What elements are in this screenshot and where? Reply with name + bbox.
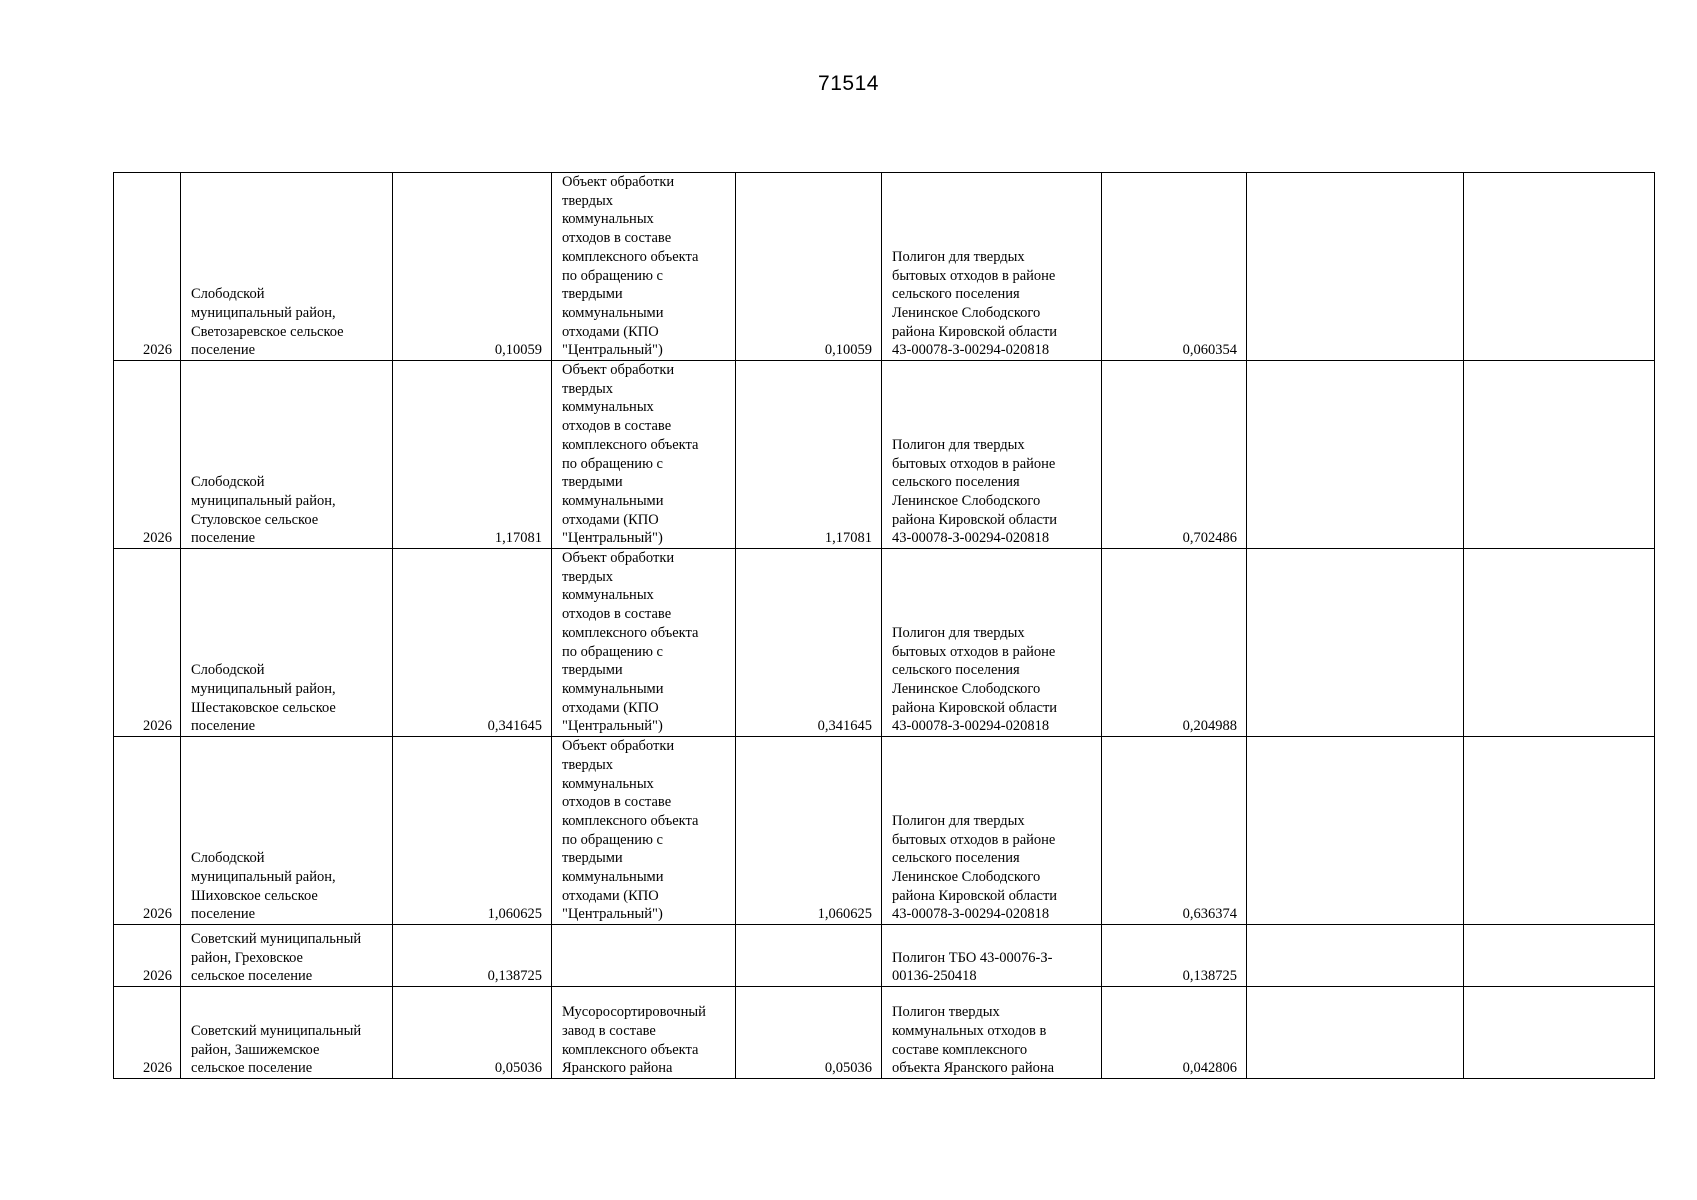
facility-cell: Объект обработки твердых коммунальных отходов в составе комплексного объекта по обращению с твердыми коммунальными отходами (КПО "Центральный") [552,173,736,361]
empty-cell [1247,361,1464,549]
facility-cell: Объект обработки твердых коммунальных отходов в составе комплексного объекта по обращению с твердыми коммунальными отходами (КПО "Центральный") [552,737,736,925]
table-row [114,987,1655,1079]
empty-cell [1247,987,1464,1079]
municipality-cell: Слободской муниципальный район, Стуловское сельское поселение [181,361,393,549]
landfill-volume-cell: 0,042806 [1102,987,1247,1079]
facility-volume-cell [736,925,882,987]
table-row [114,361,1655,549]
facility-cell [552,925,736,987]
empty-cell [1247,173,1464,361]
empty-cell [1464,925,1655,987]
municipality-cell: Слободской муниципальный район, Шиховское сельское поселение [181,737,393,925]
table-row [114,549,1655,737]
year-cell: 2026 [114,361,181,549]
facility-cell: Объект обработки твердых коммунальных отходов в составе комплексного объекта по обращению с твердыми коммунальными отходами (КПО "Центральный") [552,361,736,549]
landfill-volume-cell: 0,636374 [1102,737,1247,925]
year-cell: 2026 [114,925,181,987]
volume-cell: 0,10059 [393,173,552,361]
empty-cell [1464,549,1655,737]
volume-cell: 0,05036 [393,987,552,1079]
empty-cell [1464,361,1655,549]
table-row [114,737,1655,925]
year-cell: 2026 [114,737,181,925]
landfill-volume-cell: 0,204988 [1102,549,1247,737]
volume-cell: 1,17081 [393,361,552,549]
empty-cell [1464,987,1655,1079]
year-cell: 2026 [114,987,181,1079]
page-number: 71514 [818,72,879,95]
empty-cell [1247,549,1464,737]
volume-cell: 0,341645 [393,549,552,737]
landfill-cell: Полигон для твердых бытовых отходов в районе сельского поселения Ленинское Слободского района Кировской области 43-00078-З-00294-020818 [882,173,1102,361]
facility-volume-cell: 1,17081 [736,361,882,549]
table-row [114,925,1655,987]
landfill-cell: Полигон ТБО 43-00076-З- 00136-250418 [882,925,1102,987]
empty-cell [1247,737,1464,925]
facility-cell: Мусоросортировочный завод в составе комплексного объекта Яранского района [552,987,736,1079]
volume-cell: 1,060625 [393,737,552,925]
municipality-cell: Слободской муниципальный район, Шестаковское сельское поселение [181,549,393,737]
landfill-volume-cell: 0,138725 [1102,925,1247,987]
facility-volume-cell: 0,341645 [736,549,882,737]
volume-cell: 0,138725 [393,925,552,987]
facility-volume-cell: 0,05036 [736,987,882,1079]
year-cell: 2026 [114,173,181,361]
landfill-cell: Полигон для твердых бытовых отходов в районе сельского поселения Ленинское Слободского района Кировской области 43-00078-З-00294-020818 [882,737,1102,925]
waste-flow-table [113,172,1655,1079]
empty-cell [1464,173,1655,361]
municipality-cell: Советский муниципальный район, Зашижемское сельское поселение [181,987,393,1079]
landfill-volume-cell: 0,702486 [1102,361,1247,549]
landfill-cell: Полигон твердых коммунальных отходов в составе комплексного объекта Яранского района [882,987,1102,1079]
municipality-cell: Советский муниципальный район, Греховское сельское поселение [181,925,393,987]
municipality-cell: Слободской муниципальный район, Светозаревское сельское поселение [181,173,393,361]
facility-cell: Объект обработки твердых коммунальных отходов в составе комплексного объекта по обращению с твердыми коммунальными отходами (КПО "Центральный") [552,549,736,737]
year-cell: 2026 [114,549,181,737]
landfill-cell: Полигон для твердых бытовых отходов в районе сельского поселения Ленинское Слободского района Кировской области 43-00078-З-00294-020818 [882,549,1102,737]
table-row [114,173,1655,361]
landfill-volume-cell: 0,060354 [1102,173,1247,361]
facility-volume-cell: 0,10059 [736,173,882,361]
landfill-cell: Полигон для твердых бытовых отходов в районе сельского поселения Ленинское Слободского района Кировской области 43-00078-З-00294-020818 [882,361,1102,549]
empty-cell [1464,737,1655,925]
facility-volume-cell: 1,060625 [736,737,882,925]
empty-cell [1247,925,1464,987]
